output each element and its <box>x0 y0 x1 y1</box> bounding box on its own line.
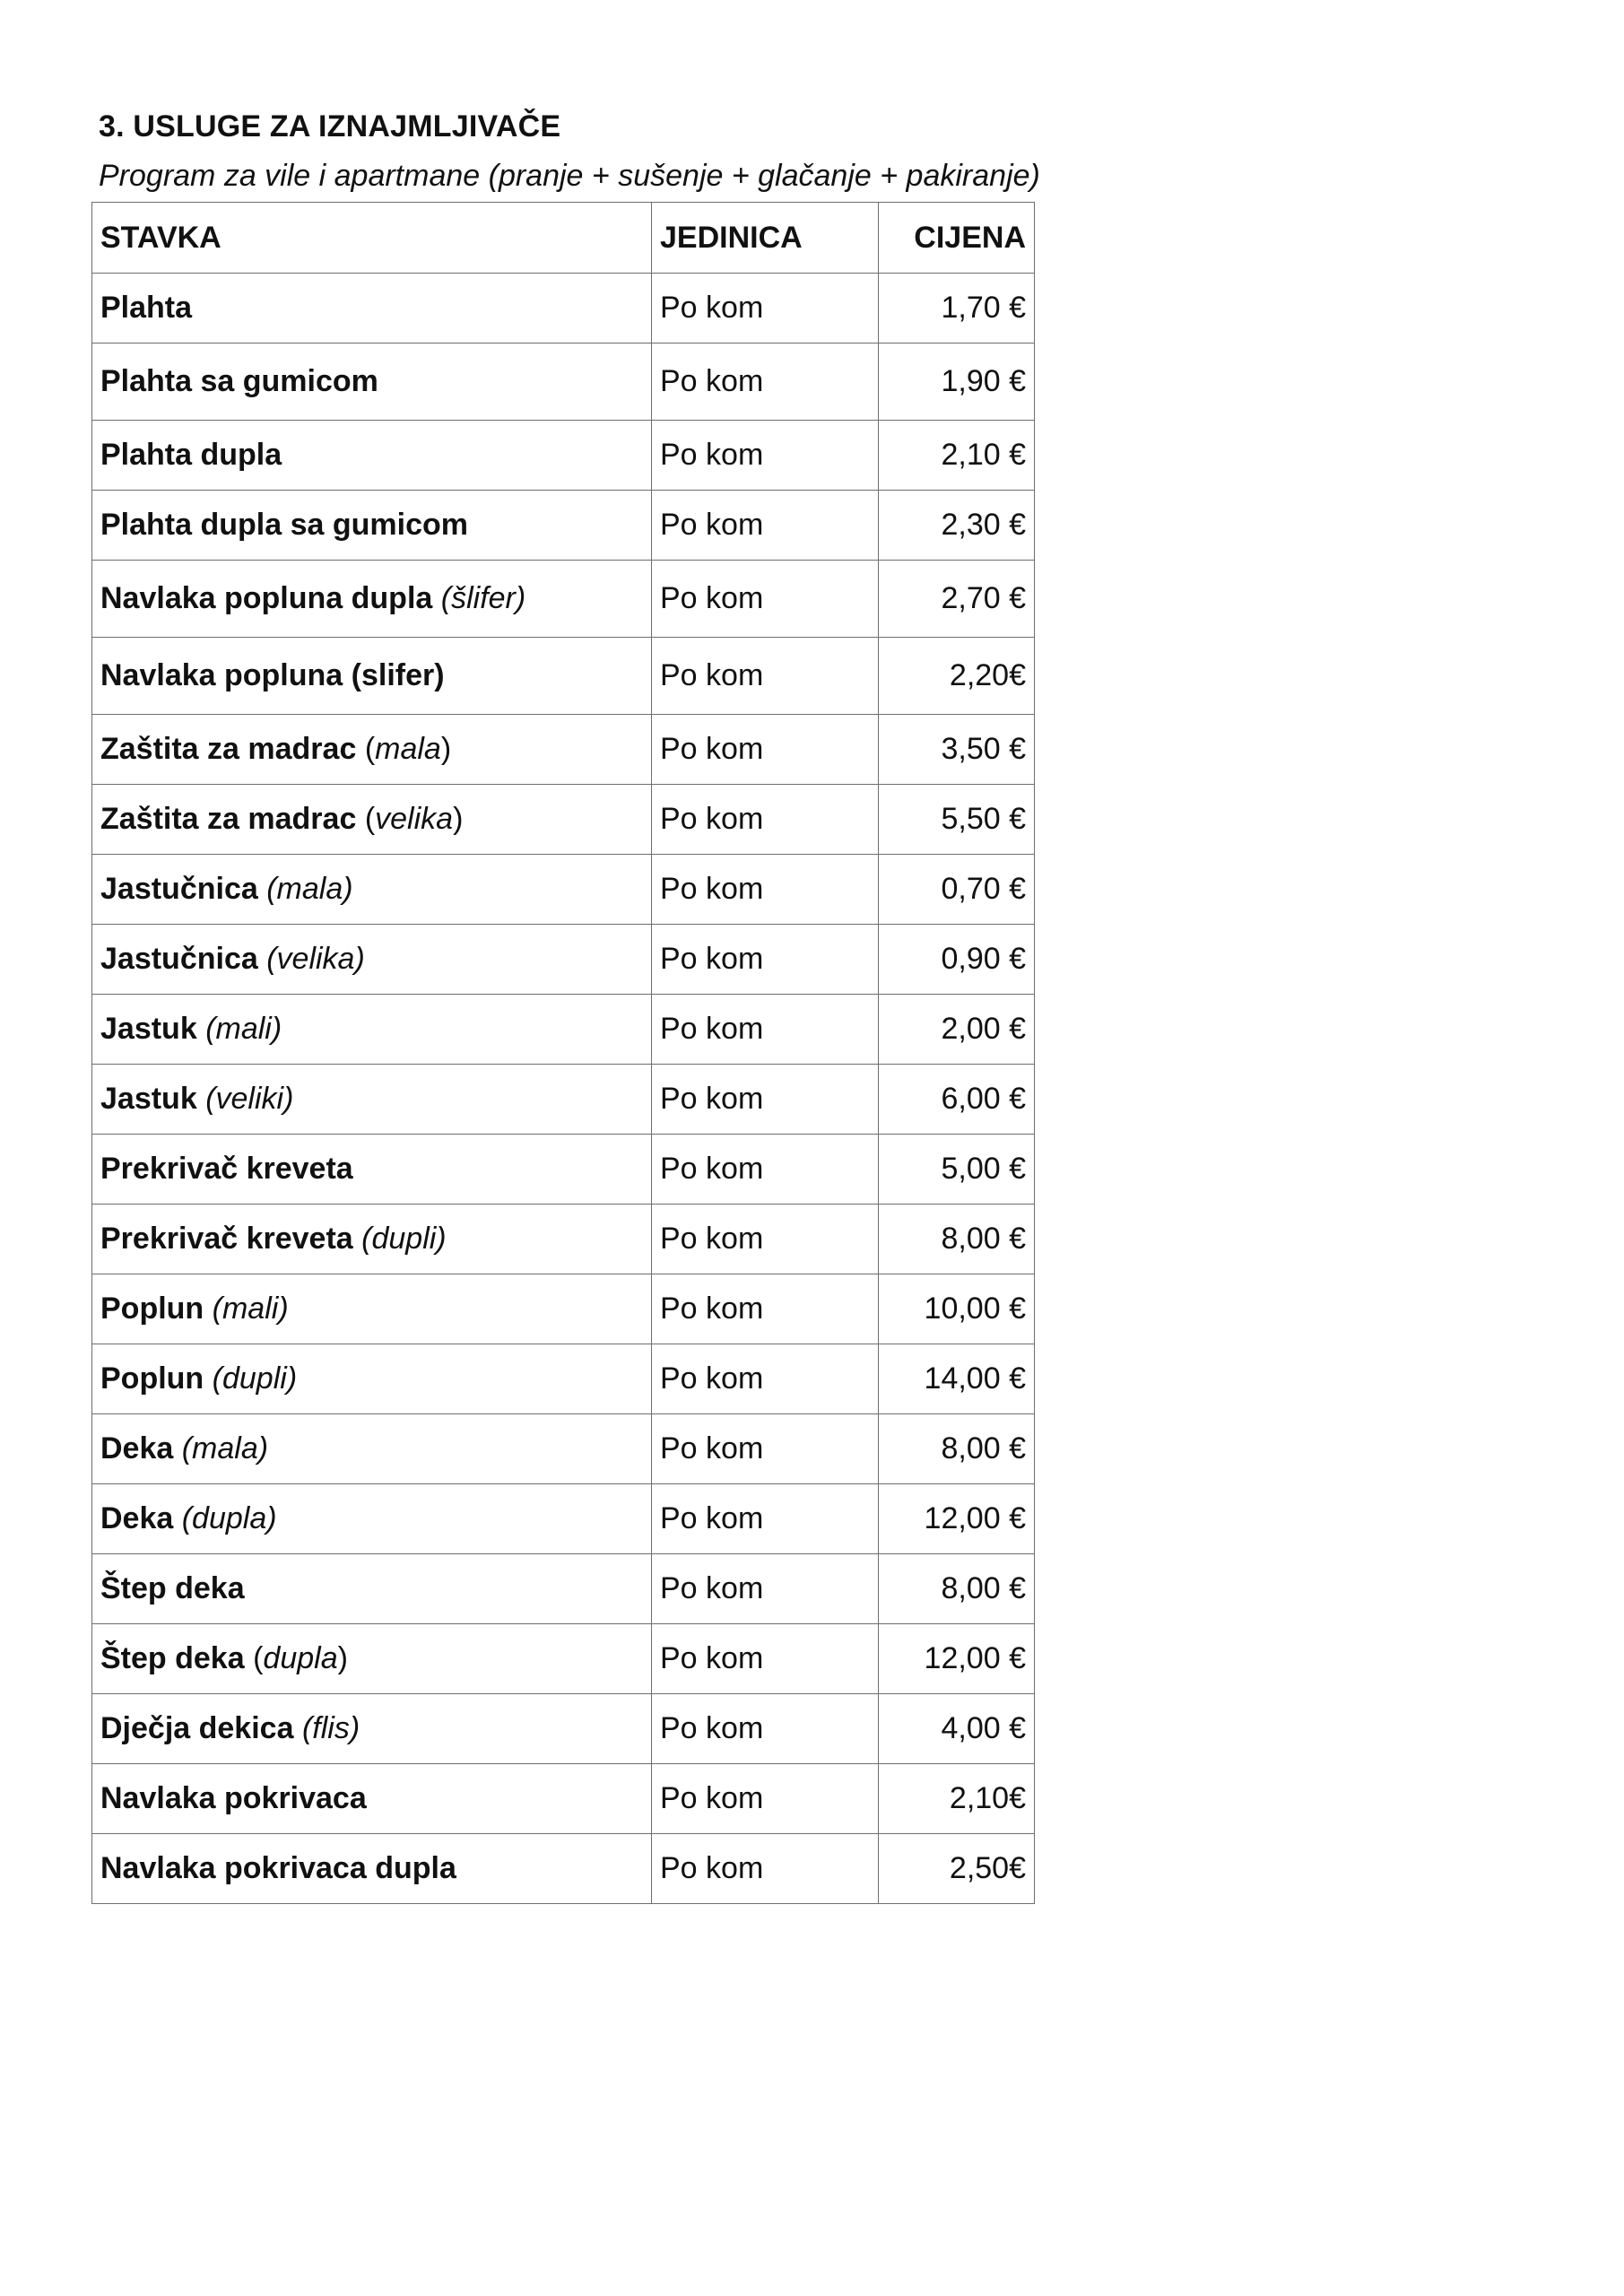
cell-price: 14,00 € <box>879 1344 1035 1414</box>
item-name: Štep deka <box>100 1641 245 1675</box>
cell-unit: Po kom <box>652 491 879 561</box>
cell-item <box>92 1065 652 1135</box>
table-row <box>92 715 1035 785</box>
table-row <box>92 1624 1035 1694</box>
item-name: Poplun <box>100 1361 204 1396</box>
table-row <box>92 1065 1035 1135</box>
cell-price: 8,00 € <box>879 1554 1035 1624</box>
cell-unit: Po kom <box>652 1344 879 1414</box>
item-note: (dupli) <box>212 1361 298 1396</box>
cell-unit: Po kom <box>652 561 879 638</box>
item-name: Prekrivač kreveta <box>100 1152 353 1186</box>
item-name: Navlaka popluna dupla <box>100 581 433 615</box>
cell-unit: Po kom <box>652 1414 879 1484</box>
cell-unit: Po kom <box>652 1554 879 1624</box>
cell-item <box>92 274 652 344</box>
cell-price: 5,00 € <box>879 1135 1035 1205</box>
cell-price: 0,90 € <box>879 925 1035 995</box>
cell-price: 12,00 € <box>879 1484 1035 1554</box>
table-row <box>92 1484 1035 1554</box>
cell-item <box>92 1764 652 1834</box>
cell-item <box>92 421 652 491</box>
table-row <box>92 1135 1035 1205</box>
cell-price: 4,00 € <box>879 1694 1035 1764</box>
cell-unit: Po kom <box>652 925 879 995</box>
cell-unit: Po kom <box>652 1065 879 1135</box>
cell-item <box>92 1694 652 1764</box>
cell-item: Zaštita za madrac (mala) <box>92 715 652 785</box>
cell-item: Zaštita za madrac (velika) <box>92 785 652 855</box>
item-note: (velika) <box>266 942 365 976</box>
cell-item <box>92 855 652 925</box>
cell-price: 2,00 € <box>879 995 1035 1065</box>
cell-unit: Po kom <box>652 785 879 855</box>
item-name: Plahta dupla <box>100 438 282 472</box>
item-name: Dječja dekica <box>100 1711 294 1745</box>
table-row <box>92 785 1035 855</box>
cell-price: 1,70 € <box>879 274 1035 344</box>
cell-price: 2,10€ <box>879 1764 1035 1834</box>
table-row <box>92 1834 1035 1904</box>
item-note: (mala) <box>181 1431 269 1465</box>
table-row <box>92 344 1035 421</box>
table-row <box>92 638 1035 715</box>
item-note: dupla <box>263 1641 338 1675</box>
cell-price: 2,30 € <box>879 491 1035 561</box>
item-name: Jastuk <box>100 1082 197 1116</box>
item-name: Plahta <box>100 291 193 325</box>
cell-unit: Po kom <box>652 995 879 1065</box>
table-row <box>92 274 1035 344</box>
cell-unit: Po kom <box>652 421 879 491</box>
item-name: Jastučnica <box>100 942 258 976</box>
item-name: Zaštita za madrac <box>100 802 357 836</box>
item-note: mala <box>375 732 441 766</box>
cell-unit: Po kom <box>652 1274 879 1344</box>
item-name: Štep deka <box>100 1571 245 1605</box>
cell-unit: Po kom <box>652 1834 879 1904</box>
header-item: STAVKA <box>92 203 652 274</box>
item-note: (veliki) <box>205 1082 294 1116</box>
item-name: Plahta dupla sa gumicom <box>100 508 468 542</box>
item-name: Plahta sa gumicom <box>100 364 378 398</box>
item-note: (mala) <box>266 872 353 906</box>
item-name: Deka <box>100 1501 174 1535</box>
cell-price: 8,00 € <box>879 1414 1035 1484</box>
cell-price: 12,00 € <box>879 1624 1035 1694</box>
item-name: Jastuk <box>100 1012 197 1046</box>
item-note: (dupli) <box>361 1222 447 1256</box>
cell-price: 1,90 € <box>879 344 1035 421</box>
cell-unit: Po kom <box>652 344 879 421</box>
price-table <box>91 202 1035 1904</box>
cell-item <box>92 561 652 638</box>
cell-unit: Po kom <box>652 1135 879 1205</box>
cell-item <box>92 1205 652 1274</box>
cell-unit: Po kom <box>652 715 879 785</box>
cell-item <box>92 1274 652 1344</box>
cell-unit: Po kom <box>652 1694 879 1764</box>
section-title: 3. USLUGE ZA IZNAJMLJIVAČE <box>99 109 561 144</box>
item-note: (šlifer) <box>440 581 526 615</box>
item-name: Navlaka pokrivaca <box>100 1781 367 1815</box>
table-row <box>92 995 1035 1065</box>
cell-unit: Po kom <box>652 1764 879 1834</box>
cell-price: 2,50€ <box>879 1834 1035 1904</box>
item-note: (flis) <box>301 1711 360 1745</box>
item-name: Poplun <box>100 1292 204 1326</box>
table-row <box>92 1205 1035 1274</box>
cell-unit: Po kom <box>652 1624 879 1694</box>
cell-price: 5,50 € <box>879 785 1035 855</box>
item-name: Navlaka pokrivaca dupla <box>100 1851 456 1885</box>
item-note: (mali) <box>212 1292 289 1326</box>
table-row <box>92 1764 1035 1834</box>
cell-item <box>92 1344 652 1414</box>
table-header-row <box>92 203 1035 274</box>
item-name: Prekrivač kreveta <box>100 1222 353 1256</box>
cell-item <box>92 1834 652 1904</box>
table-row <box>92 1694 1035 1764</box>
header-unit: JEDINICA <box>652 203 879 274</box>
item-name: Zaštita za madrac <box>100 732 357 766</box>
cell-item <box>92 995 652 1065</box>
cell-item <box>92 1484 652 1554</box>
cell-item <box>92 1554 652 1624</box>
table-row <box>92 1344 1035 1414</box>
item-name: Deka <box>100 1431 174 1465</box>
cell-unit: Po kom <box>652 1484 879 1554</box>
cell-item <box>92 1414 652 1484</box>
item-name: Jastučnica <box>100 872 258 906</box>
cell-price: 6,00 € <box>879 1065 1035 1135</box>
cell-unit: Po kom <box>652 855 879 925</box>
table-row <box>92 1414 1035 1484</box>
cell-price: 2,10 € <box>879 421 1035 491</box>
cell-price: 2,70 € <box>879 561 1035 638</box>
cell-item <box>92 638 652 715</box>
table-row <box>92 491 1035 561</box>
cell-item <box>92 344 652 421</box>
item-note: (dupla) <box>181 1501 277 1535</box>
header-price: CIJENA <box>879 203 1035 274</box>
table-row <box>92 1274 1035 1344</box>
cell-price: 3,50 € <box>879 715 1035 785</box>
cell-price: 0,70 € <box>879 855 1035 925</box>
cell-item <box>92 491 652 561</box>
cell-unit: Po kom <box>652 638 879 715</box>
item-note: (mali) <box>205 1012 282 1046</box>
table-row <box>92 1554 1035 1624</box>
cell-item <box>92 1135 652 1205</box>
cell-price: 8,00 € <box>879 1205 1035 1274</box>
item-note: velika <box>375 802 454 836</box>
cell-item <box>92 925 652 995</box>
table-body <box>92 274 1035 1904</box>
cell-price: 10,00 € <box>879 1274 1035 1344</box>
cell-unit: Po kom <box>652 274 879 344</box>
table-row <box>92 925 1035 995</box>
cell-unit: Po kom <box>652 1205 879 1274</box>
cell-item: Štep deka (dupla) <box>92 1624 652 1694</box>
table-row <box>92 421 1035 491</box>
cell-price: 2,20€ <box>879 638 1035 715</box>
table-row <box>92 561 1035 638</box>
table-row <box>92 855 1035 925</box>
item-name: Navlaka popluna (slifer) <box>100 658 445 692</box>
section-subtitle: Program za vile i apartmane (pranje + sušenje + glačanje + pakiranje) <box>99 159 1040 193</box>
